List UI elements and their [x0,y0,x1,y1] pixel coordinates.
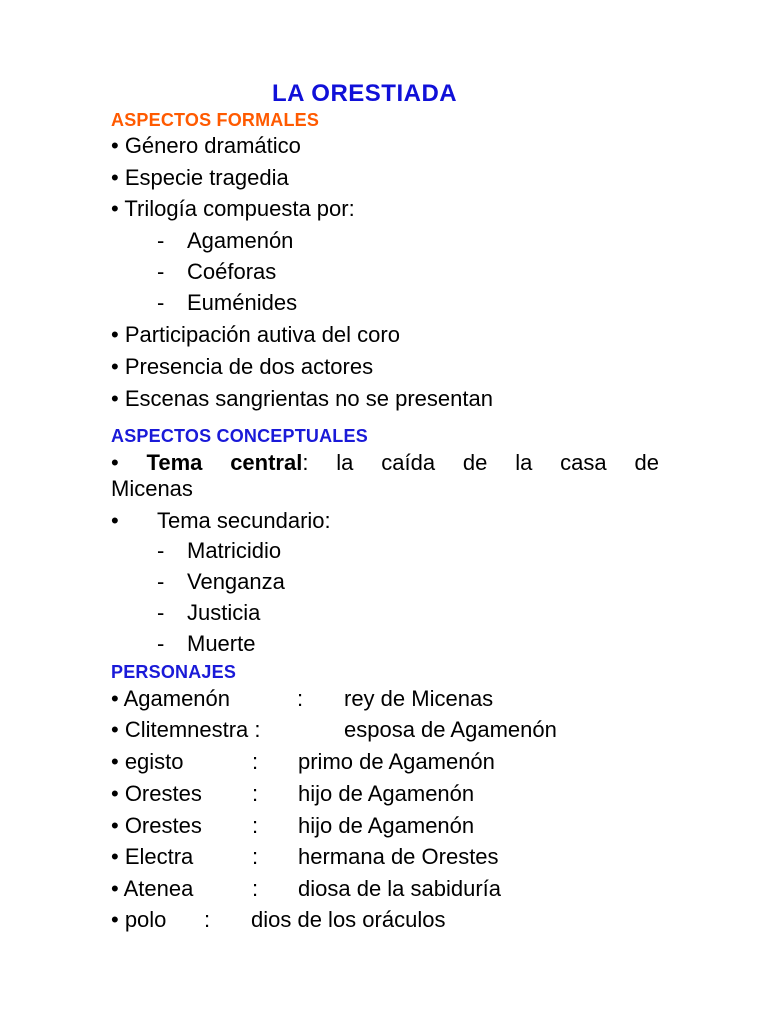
secondary-item [157,569,285,595]
character-name: • Agamenón [111,686,231,711]
character-separator: : [204,907,211,932]
dash-marker: - [157,600,165,625]
secondary-item [157,631,255,657]
bullet: • [111,450,119,475]
character-separator: : [252,749,259,774]
trilogy-item-text: Agamenón [187,228,294,253]
character-description: esposa de Agamenón [344,717,557,742]
central-theme-word: casa [560,450,607,475]
character-name: • Orestes [111,813,202,838]
characters-heading: PERSONAJES [111,662,237,682]
central-theme-word: de [462,450,488,475]
character-description: hermana de Orestes [298,844,499,869]
secondary-item-text: Venganza [187,569,285,594]
trilogy-item [157,259,276,285]
character-separator: : [252,876,259,901]
formal-item: • Escenas sangrientas no se presentan [111,386,493,411]
character-name: • Orestes [111,781,202,806]
secondary-item-text: Justicia [187,600,261,625]
character-description: diosa de la sabiduría [298,876,502,901]
central-theme-word: caída [381,450,436,475]
secondary-theme-line [111,508,331,534]
trilogy-item [157,290,297,316]
formal-item: • Participación autiva del coro [111,322,400,347]
dash-marker: - [157,228,165,253]
dash-marker: - [157,569,165,594]
secondary-item [157,600,260,626]
character-separator: : [252,781,259,806]
trilogy-item [157,228,293,254]
central-theme-word: : la [302,450,354,475]
formal-heading: ASPECTOS FORMALES [111,110,320,130]
trilogy-item-text: Coéforas [187,259,277,284]
character-name: • polo [111,907,167,932]
secondary-theme-label: Tema secundario: [157,508,331,533]
character-description: primo de Agamenón [298,749,495,774]
bullet: • [111,508,119,533]
central-theme-line [111,450,659,476]
formal-item: • Género dramático [111,133,301,158]
conceptual-heading: ASPECTOS CONCEPTUALES [111,426,368,446]
central-theme-word: de [634,450,659,475]
trilogy-item-text: Euménides [187,290,298,315]
dash-marker: - [157,290,165,315]
dash-marker: - [157,259,165,284]
dash-marker: - [157,631,165,656]
character-description: hijo de Agamenón [298,813,475,838]
character-name: • Electra [111,844,194,869]
character-name: • egisto [111,749,184,774]
formal-item: • Presencia de dos actores [111,354,374,379]
character-description: hijo de Agamenón [298,781,475,806]
page-title: LA ORESTIADA [272,80,458,107]
formal-item: • Trilogía compuesta por: [111,196,355,221]
character-separator: : [297,686,304,711]
formal-item: • Especie tragedia [111,165,289,190]
character-name: • Atenea [111,876,194,901]
dash-marker: - [157,538,165,563]
secondary-item [157,538,281,564]
central-theme-word: la [515,450,533,475]
character-separator: : [252,844,259,869]
character-name: • Clitemnestra : [111,717,261,742]
character-description: rey de Micenas [344,686,494,711]
character-description: dios de los oráculos [251,907,446,932]
character-separator: : [252,813,259,838]
secondary-item-text: Muerte [187,631,256,656]
secondary-item-text: Matricidio [187,538,282,563]
central-theme-label: Tema central [146,450,303,475]
central-theme-continuation: Micenas [111,476,193,501]
